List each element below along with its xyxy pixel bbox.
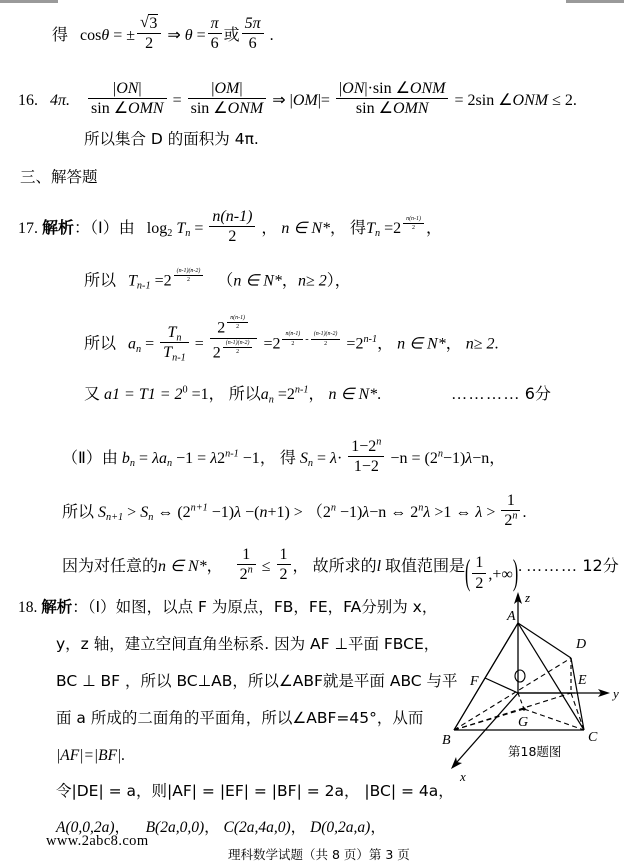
minus-one-2: −1 — [242, 449, 260, 467]
equals-17l: = — [316, 449, 326, 467]
label-z-axis: z — [525, 590, 531, 605]
stk-num-n1n2: (n-1)(n-2) — [223, 340, 253, 348]
lambda-symbol-3: λ — [330, 449, 337, 467]
comma-17k: ， — [489, 447, 506, 467]
comma-17f: ， — [377, 333, 394, 353]
T-subscript-n: n — [185, 228, 191, 240]
item-18-number: 18. — [18, 599, 38, 616]
value-range-is: 取值范围是 — [385, 555, 466, 575]
sin-fn-5: sin — [475, 91, 495, 109]
exp-n-c: n — [418, 502, 424, 514]
T-symbol: T — [176, 219, 186, 237]
T-subscript-n-minus-1: n-1 — [136, 280, 151, 292]
minus-n-term-3: −n — [369, 503, 387, 521]
angle-sign-5: ∠ — [498, 91, 513, 109]
site-watermark: www.2abc8.com — [46, 833, 149, 849]
angle-sign-2: ∠ — [213, 100, 228, 118]
equals-sign-2: = — [196, 26, 206, 44]
comma-17j: ， — [259, 447, 276, 467]
item-16-answer: 4π. — [50, 91, 71, 109]
score-6-points: 6分 — [524, 384, 551, 403]
n-times-n-minus-1-over-2 — [209, 208, 255, 246]
exp-num-nn1: n(n-1) — [403, 216, 424, 224]
item-18-part-1-marker: （Ⅰ） — [87, 598, 116, 616]
half-den-a: 2 — [279, 566, 288, 584]
interval-two: 2 — [475, 574, 484, 592]
equals-17i: = — [277, 386, 287, 403]
exp-den-2b: 2 — [186, 277, 190, 284]
frac-T-den-sub: n-1 — [172, 352, 186, 364]
edge-A-D — [518, 623, 571, 658]
one-value-b: 1 — [443, 503, 452, 521]
item-18-let-line: 令|DE| = a，则|AF| = |EF| = |BF| = 2a， |BC| = 4a， — [56, 782, 454, 800]
stacked-base-den: 2 — [212, 343, 221, 361]
lambda-symbol-4: λ — [465, 449, 473, 467]
n-in-N-star-5: n ∈ N* — [158, 557, 207, 575]
plus-infinity: +∞ — [492, 566, 513, 584]
coordinate-point-C: C(2a,4a,0) — [223, 819, 291, 836]
one-over-2-pow-n-2 — [237, 546, 256, 584]
comma-17h: ， — [208, 384, 225, 403]
segment-OM: OM — [214, 80, 240, 97]
denominator-2: 2 — [145, 35, 154, 53]
angle-ONM-1: ONM — [227, 100, 264, 118]
therefore-required: 故所求的 — [312, 555, 377, 575]
angle-sign-3: ∠ — [395, 80, 410, 97]
lambda-symbol-6: λ — [362, 503, 370, 521]
one-numerator-a: 1 — [501, 492, 520, 511]
item-18-text-line-2: y，z 轴，建立空间直角坐标系. 因为 AF ⊥平面 FBCE， — [56, 635, 440, 653]
period-mark: . — [269, 26, 274, 44]
lambda-symbol-7: λ — [423, 503, 431, 521]
item-17-part2-line1: （Ⅱ）由 $b_n = \lambda a_n -1 = \lambda 2^{n-1} -1$， 得 $S_n = \lambda\cdot$ $\frac{1-2^n}{1-2}$ $-n = (2^n-1)\lambda-n$， — [62, 436, 506, 476]
a-subscript-n: n — [136, 343, 142, 355]
diff-den-b: 2 — [324, 340, 328, 347]
colon-18: ： — [72, 598, 88, 616]
exp-n-minus-1c: n-1 — [225, 448, 239, 460]
frac-T-num: T — [167, 323, 177, 341]
n-in-N-star: n ∈ N* — [281, 219, 331, 237]
again-word: 又 — [84, 384, 101, 403]
segment-ON-2: ON — [342, 80, 365, 97]
exp-n-b: n — [330, 502, 336, 514]
sin-fn-1: sin — [91, 100, 110, 118]
equals-sign-16a: = — [172, 91, 182, 109]
label-B: B — [442, 733, 451, 748]
figure-18-caption: 第18题图 — [508, 744, 562, 759]
sin-fn-3: sin — [372, 80, 392, 97]
stk-num-nn1: n(n-1) — [227, 315, 248, 323]
segment-OM-2: OM — [292, 91, 318, 109]
radicand-3: 3 — [149, 15, 158, 32]
half-num-a: 1 — [277, 546, 291, 565]
pi-numerator: π — [208, 15, 222, 34]
minus-one-1: −1 — [176, 449, 194, 467]
edge-F-O — [485, 678, 518, 693]
two-pow-over-two-pow — [210, 315, 258, 361]
exp-n-minus-1a: n-1 — [363, 334, 378, 346]
greater-than-2: > — [293, 503, 303, 521]
five-pi-numerator: 5π — [242, 15, 264, 34]
label-F: F — [470, 674, 479, 689]
score-leader-6: ………… — [451, 386, 521, 403]
interval-one: 1 — [472, 554, 486, 573]
a-symbol: a — [128, 335, 137, 353]
so-word-17b: 所以 — [84, 333, 117, 353]
equals-sign: = — [113, 26, 123, 44]
frac-T-num-sub: n — [176, 331, 182, 343]
equals-17e: = — [194, 335, 204, 353]
item-18-coordinates-line: A(0,0,2a)， B(2a,0,0)， C(2a,4a,0)， D(0,2a,a)， — [56, 818, 386, 836]
angle-sign-1: ∠ — [113, 100, 129, 118]
equals-17g: = — [346, 335, 356, 353]
greater-than-1: > — [127, 503, 137, 521]
item-17-part1-line4: 又 $a1 = T1 = 2^0 =1$， 所以$a_n =2^{n-1}$， n ∈ N*. ………… 6分 — [84, 384, 551, 406]
label-C: C — [588, 730, 598, 745]
l-symbol: l — [376, 557, 382, 575]
lambda-symbol-1: λ — [152, 449, 159, 467]
base-2-17a: 2 — [393, 219, 402, 237]
item-17-analysis-label: 解析 — [42, 217, 75, 237]
T-subscript-n-2: n — [374, 228, 381, 240]
exp-n-minus-1b: n-1 — [294, 384, 309, 396]
T-symbol-2: T — [366, 219, 375, 237]
paren-close-17: ） — [326, 270, 335, 290]
coefficient-2: 2 — [467, 91, 476, 109]
so-word-17d: 所以 — [62, 501, 95, 521]
theta-symbol-2: θ — [184, 26, 193, 44]
angle-OMN-1: OMN — [128, 100, 164, 118]
angle-sign-4: ∠ — [378, 100, 393, 118]
S-subscript-n-plus-1: n+1 — [106, 512, 124, 524]
a-subscript-n-2: n — [268, 394, 274, 406]
n-ge-2-cond-2: n≥ 2 — [465, 335, 495, 353]
because-for-any: 因为对任意的 — [62, 555, 159, 575]
comma-17a: ， — [261, 217, 278, 237]
a1-equals-T1: a1 = T1 = 2 — [104, 386, 183, 403]
numerator-nn1: n(n-1) — [209, 208, 255, 227]
sin-fn-4: sin — [355, 100, 375, 118]
lead-word: 得 — [52, 24, 69, 44]
item-17-part2-line3: 因为对任意的n ∈ N*， $\frac{1}{2^n}$ ≤ $\frac{1}{2}$ ， 故所求的l 取值范围是( $\frac{1}{2}$ ,+∞). ……… 12分 — [62, 546, 619, 594]
frac-T-den: T — [163, 343, 173, 361]
S-symbol: S — [299, 449, 308, 467]
n-in-N-star-4: n ∈ N* — [328, 386, 378, 403]
item-18-text-line-4: 面 a 所成的二面角的平面角，所以∠ABF=45°，从而 — [56, 709, 424, 727]
lambda-symbol-2: λ — [210, 449, 218, 467]
base-2-17c: 2 — [272, 335, 281, 353]
label-A: A — [507, 609, 516, 624]
item-18-part1-line1 — [18, 600, 437, 616]
edge-B-D-dashed — [454, 658, 571, 730]
two-exp-n-b: n — [247, 564, 253, 576]
item-16-number: 16. — [18, 91, 38, 109]
two-base-den-b: 2 — [239, 566, 248, 584]
exp-num-n1n2: (n-1)(n-2) — [174, 268, 204, 276]
n-in-N-star-3: n ∈ N* — [397, 335, 446, 353]
comma-17b: ， — [330, 217, 347, 237]
equiv-sign-1: ⇔ — [157, 503, 174, 521]
part-2-marker: （Ⅱ） — [62, 447, 102, 467]
edge-G-C-dashed — [524, 709, 584, 730]
exponent-n1n2-over-2 — [172, 268, 206, 284]
equals-17a: = — [194, 219, 204, 237]
a-symbol-3: a — [159, 449, 167, 467]
item-16-conclusion: 所以集合 D 的面积为 4π. — [84, 130, 259, 148]
one-numerator-b: 1 — [237, 546, 256, 565]
comma-17c: ， — [425, 217, 442, 237]
greater-than-4: > — [486, 503, 496, 521]
equals-sign-16c: = — [454, 91, 464, 109]
base-2-17e: 2 — [286, 386, 295, 403]
a-subscript-n-3: n — [167, 458, 173, 470]
stacked-base-num: 2 — [217, 319, 226, 337]
T-symbol-3: T — [128, 272, 137, 290]
S-symbol-2: S — [98, 503, 107, 521]
top-left-rule — [0, 0, 58, 3]
item-17-part2-line2: 所以 $S_{n+1} > S_n$ ⇔ $(2^{n+1} -1)\lambda -(n+1) > (2^n -1)\lambda-n$ ⇔ 2$^n$λ >1 ⇔ λ > $\frac{1}{2^n}$ . — [62, 492, 527, 530]
equals-17j: = — [139, 449, 149, 467]
equals-17b: = — [384, 219, 394, 237]
page-footer: 理科数学试题（共 8 页）第 3 页 — [228, 847, 410, 862]
num-exp-n: n — [376, 436, 382, 448]
section-heading-solutions: 三、解答题 — [20, 168, 98, 186]
implies-arrow: ⇒ — [167, 26, 181, 44]
multiply-dot-17: · — [336, 449, 343, 467]
lambda-symbol-5: λ — [234, 503, 242, 521]
paren-exp-n: n — [437, 448, 443, 460]
point-G-marker — [522, 707, 525, 710]
top-right-rule — [566, 0, 624, 3]
multiply-dot: · — [367, 80, 373, 97]
one-half-a — [277, 546, 291, 584]
so-word-17a: 所以 — [84, 270, 117, 290]
comma-17d: ， — [281, 270, 298, 290]
log-base-2: 2 — [167, 228, 173, 240]
n-in-N-star-2: n ∈ N* — [233, 272, 282, 290]
interval-notation: ( $\frac{1}{2}$ ,+∞) — [465, 554, 519, 594]
diff-num-b: (n-1)(n-2) — [311, 331, 341, 339]
cos-fn: cos — [80, 26, 102, 44]
lambda-symbol-8: λ — [475, 503, 483, 521]
equiv-sign-3: ⇔ — [455, 503, 472, 521]
upper-bound-2: 2. — [564, 91, 577, 109]
cos-theta-equation — [52, 14, 274, 53]
part-1-marker: （Ⅰ） — [90, 217, 119, 237]
exp-den-2: 2 — [412, 225, 416, 232]
S-subscript-n: n — [307, 458, 313, 470]
equals-17d: = — [145, 335, 155, 353]
equals-17f: = — [263, 335, 273, 353]
coordinate-point-A: A(0,0,2a) — [56, 819, 115, 836]
comma-17i: ， — [308, 384, 325, 403]
get-word-17: 得 — [279, 447, 296, 467]
less-equal-sign: ≤ — [552, 91, 561, 109]
or-word: 或 — [223, 24, 240, 44]
sqrt3-over-2 — [137, 14, 161, 53]
exp-n-plus-1: n+1 — [190, 502, 208, 514]
minus-n-term-2: −n — [472, 449, 490, 467]
paren-2n-open: (2 — [424, 449, 438, 467]
two-base-den-a: 2 — [504, 512, 513, 530]
six-denominator: 6 — [210, 35, 219, 53]
edge-A-F — [485, 623, 518, 678]
item-18-text-line-5: |AF|=|BF|. — [56, 747, 126, 764]
equals-17h: = — [191, 386, 201, 403]
b-subscript-n: n — [129, 458, 136, 470]
label-D: D — [576, 637, 587, 652]
log-fn: log — [146, 219, 168, 237]
sin-fn-2: sin — [190, 100, 210, 118]
label-y-axis: y — [613, 686, 619, 701]
colon-17: ： — [74, 217, 91, 237]
one-minus-2n-over-one-minus-2 — [348, 438, 384, 476]
so-word-17c: 所以 — [228, 384, 261, 403]
den-1-minus-2: 1−2 — [353, 458, 379, 476]
therefore-get-word: 得 — [350, 217, 367, 237]
om-over-sin-onm: $\frac{|OM|}{\text{sin ∠ONM}}$ — [188, 80, 267, 118]
implies-arrow-16: ⇒ — [272, 91, 286, 109]
stk-den-2a: 2 — [236, 324, 240, 331]
Tn-over-Tn-1 — [160, 324, 189, 362]
by-word-17b: 由 — [101, 447, 118, 467]
S-symbol-3: S — [140, 503, 149, 521]
item-16-solution: 16. 4π. $\frac{|ON|}{\text{sin ∠OMN}}$ = $\frac{|OM|}{\text{sin ∠ONM}}$ ⇒ |OM|= $\frac{\text{|ON|·sin ∠ONM}}{\text{sin ∠OMN}}$ = 2sin ∠ONM ≤ 2. — [18, 80, 577, 118]
diff-den-a: 2 — [291, 340, 295, 347]
value-one: 1 — [200, 386, 209, 403]
angle-ONM-2: ONM — [409, 80, 446, 97]
item-17-part1-line3: 所以 $a_n$ = $\frac{T_n}{T_{n-1}}$ = 2 $^{\frac{n(n-1)}{2}}$ 2 $^{\frac{(n-1)(n-2)}{2}}$ =2 $^{\frac{n(n-1)}{2} - \frac{(n-1)(n-2)}{2}}$ $=2^{n-1}$， n ∈ N*， n≥ 2. — [84, 315, 499, 364]
item-17-number: 17. — [18, 219, 38, 237]
segment-ON: ON — [116, 80, 139, 97]
by-word-17: 由 — [118, 217, 135, 237]
item-18-text-line-1: 如图，以点 F 为原点，FB，FE，FA分别为 x， — [115, 598, 438, 616]
equals-17m: = — [411, 449, 421, 467]
base-2-17d: 2 — [355, 335, 364, 353]
edge-O-G-dashed — [518, 693, 524, 709]
stacked-exp-den — [221, 339, 255, 355]
comma-17e: ， — [334, 270, 351, 290]
pi-over-6 — [208, 15, 222, 53]
n-ge-2-cond: n≥ 2 — [297, 272, 327, 290]
stacked-exp-num — [225, 315, 250, 331]
item-17-part1-line1 — [18, 208, 442, 246]
paren-open-17: （ — [217, 270, 234, 290]
angle-OMN-2: OMN — [392, 100, 429, 118]
theta-symbol: θ — [101, 26, 110, 44]
one-over-2-pow-n — [501, 492, 520, 530]
stk-den-2b: 2 — [236, 348, 240, 355]
exponent-nn1-over-2 — [401, 215, 426, 232]
denominator-2-17: 2 — [228, 228, 237, 246]
two-exp-n-a: n — [512, 510, 518, 522]
equals-sign-16b: = — [320, 91, 330, 109]
coordinate-point-D: D(0,2a,a) — [310, 819, 371, 836]
num-1-minus-2: 1−2 — [351, 438, 377, 455]
score-12-points: 12分 — [582, 555, 619, 575]
minus-n-term: −n — [390, 449, 408, 467]
b-symbol: b — [121, 449, 130, 467]
on-over-sin-omn: $\frac{|ON|}{\text{sin ∠OMN}}$ — [88, 80, 167, 118]
comma-17g: ， — [445, 333, 462, 353]
five-pi-over-6 — [242, 15, 264, 53]
base-2-17b: 2 — [163, 272, 172, 290]
label-E: E — [578, 673, 587, 688]
exp-zero: 0 — [182, 384, 188, 396]
on-sin-onm-over-sin-omn: $\frac{\text{|ON|·sin ∠ONM}}{\text{sin ∠OMN}}$ — [336, 80, 449, 118]
diff-num-a: n(n-1) — [282, 331, 303, 339]
plus-minus-sign: ± — [126, 26, 136, 44]
item-17-part1-line2 — [84, 268, 351, 292]
coordinate-point-B: B(2a,0,0) — [145, 819, 205, 836]
point-O-marker — [515, 670, 525, 682]
angle-ONM-3: ONM — [512, 91, 549, 109]
item-18-text-line-3: BC ⊥ BF ，所以 BC⊥AB，所以∠ABF就是平面 ABC 与平 — [56, 672, 458, 690]
comma-17m: ， — [292, 555, 309, 575]
label-x-axis: x — [460, 769, 466, 783]
equals-17c: = — [154, 272, 164, 290]
a-symbol-2: a — [260, 386, 269, 403]
equiv-sign-2: ⇔ — [390, 503, 407, 521]
item-18-analysis-label: 解析 — [41, 598, 73, 616]
less-equal-17: ≤ — [261, 557, 271, 575]
six-denominator-2: 6 — [248, 35, 257, 53]
greater-than-3: > — [434, 503, 444, 521]
S-subscript-n-2: n — [148, 512, 154, 524]
score-leader-12: ……… — [526, 557, 579, 575]
comma-17l: ， — [206, 555, 223, 575]
equals-17k: = — [197, 449, 207, 467]
base-2-17f: 2 — [217, 449, 226, 467]
label-G: G — [518, 715, 529, 730]
exponent-difference: n(n-1) 2 - (n-1)(n-2) 2 — [280, 334, 342, 345]
